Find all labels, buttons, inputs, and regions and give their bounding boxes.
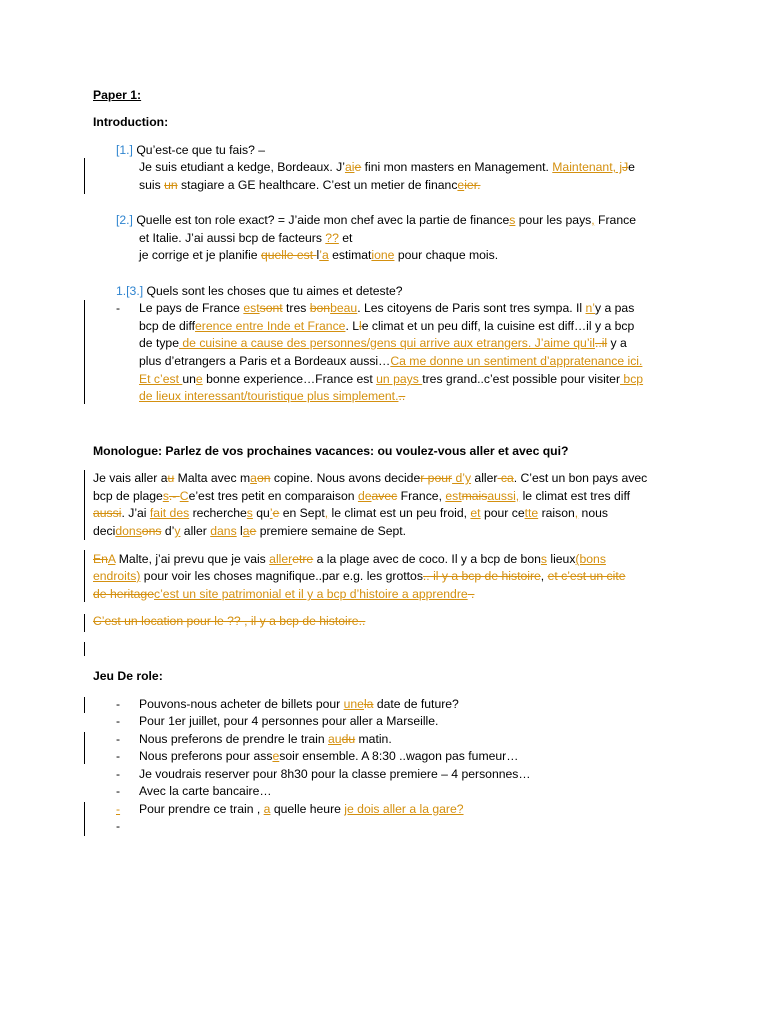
section-heading-roleplay: Jeu De role: bbox=[93, 669, 163, 683]
deleted-paragraph: C’est un location pour le ?? , il y a bcp de histoire.. bbox=[93, 614, 366, 628]
bullet-marker: - bbox=[116, 697, 121, 711]
answer-line: plus d’etrangers a Paris et a Bordeaux aussi…Ca me donne un sentiment d’appratenance ici. bbox=[139, 354, 643, 368]
paragraph-line: Je vais aller au Malta avec maon copine. Nous avons decider pour d’y aller ca. C’est un bon pays avec bbox=[93, 471, 648, 485]
paragraph-line: de heritagec’est un site patrimonial et il y a bcp d’histoire a apprendre . bbox=[93, 587, 475, 601]
list-item: Pour prendre ce train , a quelle heure je dois aller a la gare? bbox=[139, 802, 464, 816]
change-bar bbox=[84, 697, 85, 713]
bullet-marker: - bbox=[116, 749, 121, 763]
list-item: Avec la carte bancaire… bbox=[139, 784, 272, 798]
bullet-marker: - bbox=[116, 819, 121, 833]
change-bar bbox=[84, 642, 85, 656]
bullet-marker: - bbox=[116, 767, 121, 781]
change-bar bbox=[84, 300, 85, 404]
paragraph-line: endroits) pour voir les choses magnifique..par e.g. les grottos.. il y a bcp de histoire, et c’est un cite bbox=[93, 569, 626, 583]
list-item: 1.[3.] Quels sont les choses que tu aimes et deteste? bbox=[116, 284, 403, 298]
list-number: 1.[3.] bbox=[116, 284, 144, 298]
answer-line: et Italie. J’ai aussi bcp de facteurs ?? et bbox=[139, 231, 353, 245]
answer-line: Je suis etudiant a kedge, Bordeaux. J’aie fini mon masters en Management. Maintenant, jJe bbox=[139, 160, 635, 174]
bullet-marker: - bbox=[116, 714, 121, 728]
bullet-marker: - bbox=[116, 301, 121, 315]
paragraph-line: decidonsons d’y aller dans lae premiere semaine de Sept. bbox=[93, 524, 407, 538]
answer-line: de type de cuisine a cause des personnes/gens qui arrive aux etrangers. J’aime qu’il..il y a bbox=[139, 336, 627, 350]
list-item: [2.] Quelle est ton role exact? = J’aide mon chef avec la partie de finances pour les pays, France bbox=[116, 213, 636, 227]
paragraph-line: aussi. J’ai fait des recherches qu’e en Sept, le climat est un peu froid, et pour cette raison, nous bbox=[93, 506, 608, 520]
change-bar bbox=[84, 802, 85, 836]
list-item: Pour 1er juillet, pour 4 personnes pour aller a Marseille. bbox=[139, 714, 439, 728]
list-number: [2.] bbox=[116, 213, 133, 227]
answer-line: Et c’est une bonne experience…France est un pays tres grand..c’est possible pour visiter bcp bbox=[139, 372, 644, 386]
paragraph-line: EnA Malte, j’ai prevu que je vais alleretre a la plage avec de coco. Il y a bcp de bons lieux(bons bbox=[93, 552, 606, 566]
answer-line: Le pays de France estsont tres bonbeau. Les citoyens de Paris sont tres sympa. Il n’y a pas bbox=[139, 301, 635, 315]
bullet-marker: - bbox=[116, 802, 121, 816]
paragraph-line: bcp de plages.- Ce’est tres petit en comparaison deavec France, estmaisaussi, le climat est tres diff bbox=[93, 489, 631, 503]
change-bar bbox=[84, 614, 85, 632]
list-item: Nous preferons de prendre le train audu matin. bbox=[139, 732, 392, 746]
list-item: Je voudrais reserver pour 8h30 pour la classe premiere – 4 personnes… bbox=[139, 767, 531, 781]
change-bar bbox=[84, 158, 85, 194]
list-item: Nous preferons pour assesoir ensemble. A 8:30 ..wagon pas fumeur… bbox=[139, 749, 519, 763]
change-bar bbox=[84, 470, 85, 540]
change-bar bbox=[84, 550, 85, 602]
answer-line: bcp de difference entre Inde et France. Lle climat et un peu diff, la cuisine est diff…il y a bcp bbox=[139, 319, 635, 333]
answer-line: je corrige et je planifie quelle est l’a estimatione pour chaque mois. bbox=[139, 248, 499, 262]
question-text: Qu’est-ce que tu fais? – bbox=[136, 143, 266, 157]
bullet-marker: - bbox=[116, 732, 121, 746]
page-title: Paper 1: bbox=[93, 88, 142, 102]
section-heading-monologue: Monologue: Parlez de vos prochaines vacances: ou voulez-vous aller et avec qui? bbox=[93, 444, 569, 458]
section-heading-introduction: Introduction: bbox=[93, 115, 169, 129]
answer-line: de lieux interessant/touristique plus simplement... bbox=[139, 389, 406, 403]
list-item: Pouvons-nous acheter de billets pour unela date de future? bbox=[139, 697, 459, 711]
change-bar bbox=[84, 732, 85, 764]
list-number: [1.] bbox=[116, 143, 133, 157]
bullet-marker: - bbox=[116, 784, 121, 798]
list-item bbox=[116, 142, 265, 159]
answer-line: suis un stagiare a GE healthcare. C’est un metier de financeier. bbox=[139, 178, 481, 192]
